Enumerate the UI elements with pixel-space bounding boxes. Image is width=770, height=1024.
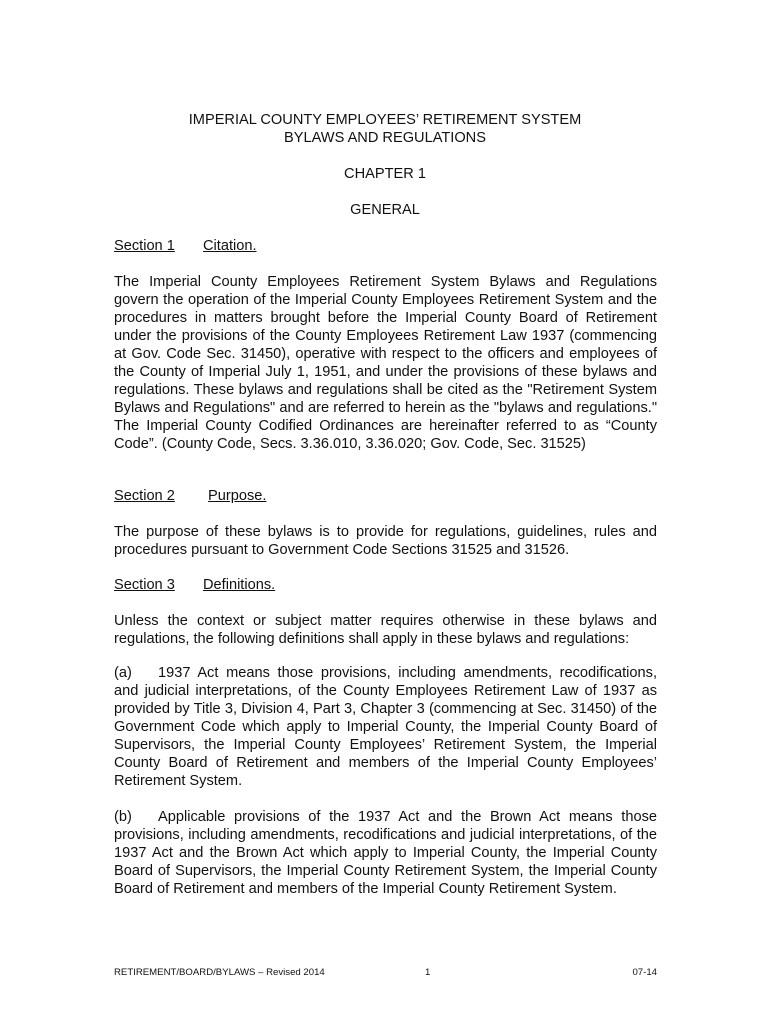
page-footer (114, 966, 657, 980)
document-subtitle: BYLAWS AND REGULATIONS (284, 130, 486, 146)
definition-b (114, 808, 657, 898)
section-3-heading (114, 576, 276, 594)
section-number: Section 1 (114, 238, 175, 254)
definition-text: Applicable provisions of the 1937 Act and the Brown Act means those provisions, including amendments, recodifications and judicial interpretations, of the 1937 Act and the Brown Act which apply to Imperial County, the Imperial County Board of Supervisors, the Imperial County Retirement System, the Imperial County Board of Retirement and members of the Imperial County Retirement System. (114, 809, 657, 897)
section-1-body: The Imperial County Employees Retirement System Bylaws and Regulations govern the operation of the Imperial County Employees Retirement System and the procedures in matters brought before the Imperial County Board of Retirement under the provisions of the County Employees Retirement Law 1937 (commencing at Gov. Code Sec. 31450), operative with respect to the officers and employees of the County of Imperial July 1, 1951, and under the provisions of these bylaws and regulations. These bylaws and regulations shall be cited as the "Retirement System Bylaws and Regulations" and are referred to herein as the "bylaws and regulations." The Imperial County Codified Ordinances are hereinafter referred to as “County Code”. (County Code, Secs. 3.36.010, 3.36.020; Gov. Code, Sec. 31525) (114, 274, 657, 452)
section-2-body: The purpose of these bylaws is to provide for regulations, guidelines, rules and procedures pursuant to Government Code Sections 31525 and 31526. (114, 524, 657, 558)
definition-a (114, 664, 657, 790)
section-title: Citation. (203, 238, 257, 254)
definition-label: (a) (114, 665, 132, 681)
section-title: Definitions. (203, 577, 276, 593)
section-number: Section 2 (114, 488, 175, 504)
section-title: Purpose. (208, 488, 267, 504)
footer-page-number: 1 (425, 967, 431, 978)
section-number: Section 3 (114, 577, 175, 593)
section-3-intro: Unless the context or subject matter requires otherwise in these bylaws and regulations, the following definitions shall apply in these bylaws and regulations: (114, 613, 657, 647)
chapter-title: GENERAL (350, 202, 420, 218)
definition-text: 1937 Act means those provisions, including amendments, recodifications, and judicial interpretations, of the County Employees Retirement Law of 1937 as provided by Title 3, Division 4, Part 3, Chapter 3 (commencing at Sec. 31450) of the Government Code which apply to Imperial County, the Imperial County Board of Supervisors, the Imperial County Employees’ Retirement System, the Imperial County Board of Retirement and members of the Imperial County Employees’ Retirement System. (114, 665, 657, 789)
footer-document-ref: RETIREMENT/BOARD/BYLAWS – Revised 2014 (114, 967, 325, 978)
document-title: IMPERIAL COUNTY EMPLOYEES’ RETIREMENT SYSTEM (188, 112, 582, 128)
section-2-heading (114, 487, 267, 505)
footer-date-code: 07-14 (632, 967, 657, 978)
section-1-heading (114, 237, 257, 255)
definition-label: (b) (114, 809, 132, 825)
chapter-number: CHAPTER 1 (344, 166, 426, 182)
